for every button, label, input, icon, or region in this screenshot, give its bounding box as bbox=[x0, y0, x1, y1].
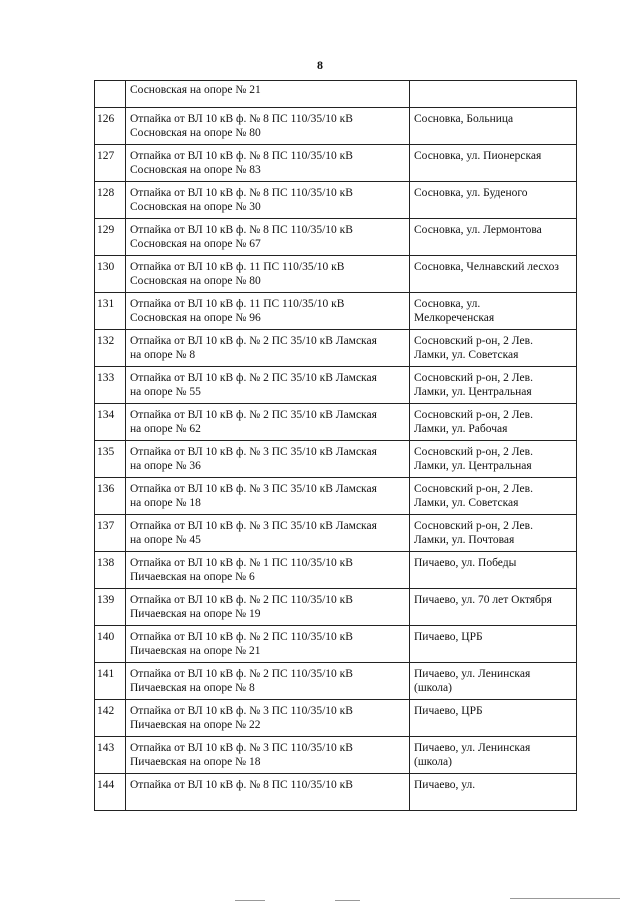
location-cell bbox=[410, 589, 577, 626]
row-number: 135 bbox=[95, 441, 126, 478]
row-number bbox=[95, 81, 126, 108]
object-description-line: на опоре № 18 bbox=[130, 497, 201, 509]
object-description-line: Сосновская на опоре № 30 bbox=[130, 201, 261, 213]
object-description-line: Отпайка от ВЛ 10 кВ ф. № 8 ПС 110/35/10 кВ bbox=[130, 113, 353, 125]
object-description-line: Отпайка от ВЛ 10 кВ ф. № 8 ПС 110/35/10 кВ bbox=[130, 187, 353, 199]
table-row bbox=[95, 737, 577, 774]
object-description-line: на опоре № 36 bbox=[130, 460, 201, 472]
object-description-line: Отпайка от ВЛ 10 кВ ф. № 8 ПС 110/35/10 кВ bbox=[130, 150, 353, 162]
location-line: Сосновка, Больница bbox=[414, 113, 514, 125]
location-cell bbox=[410, 182, 577, 219]
row-number: 144 bbox=[95, 774, 126, 811]
location-cell bbox=[410, 330, 577, 367]
row-number: 138 bbox=[95, 552, 126, 589]
page-number: 8 bbox=[317, 58, 323, 72]
document-table bbox=[94, 80, 577, 811]
row-number: 142 bbox=[95, 700, 126, 737]
object-description-line: на опоре № 45 bbox=[130, 534, 201, 546]
object-description-line: Пичаевская на опоре № 6 bbox=[130, 571, 255, 583]
object-description-line: Сосновская на опоре № 21 bbox=[130, 84, 261, 96]
location-line: (школа) bbox=[414, 756, 452, 768]
table-row bbox=[95, 589, 577, 626]
location-line: Пичаево, ЦРБ bbox=[414, 705, 483, 717]
object-description-cell bbox=[126, 145, 410, 182]
location-cell bbox=[410, 478, 577, 515]
table-row bbox=[95, 626, 577, 663]
table-body bbox=[95, 81, 577, 811]
row-number: 133 bbox=[95, 367, 126, 404]
object-description-cell bbox=[126, 774, 410, 811]
object-description-line: Отпайка от ВЛ 10 кВ ф. № 2 ПС 110/35/10 кВ bbox=[130, 594, 353, 606]
object-description-line: Сосновская на опоре № 83 bbox=[130, 164, 261, 176]
row-number: 131 bbox=[95, 293, 126, 330]
object-description-line: Отпайка от ВЛ 10 кВ ф. № 3 ПС 35/10 кВ Ламская bbox=[130, 446, 377, 458]
row-number: 127 bbox=[95, 145, 126, 182]
location-line: Пичаево, ул. 70 лет Октября bbox=[414, 594, 552, 606]
location-line: Ламки, ул. Советская bbox=[414, 349, 519, 361]
table-row bbox=[95, 552, 577, 589]
location-line: Сосновка, ул. Лермонтова bbox=[414, 224, 542, 236]
object-description-line: Отпайка от ВЛ 10 кВ ф. № 8 ПС 110/35/10 кВ bbox=[130, 779, 353, 791]
row-number: 137 bbox=[95, 515, 126, 552]
location-cell bbox=[410, 626, 577, 663]
location-cell bbox=[410, 515, 577, 552]
object-description-line: Отпайка от ВЛ 10 кВ ф. № 2 ПС 35/10 кВ Ламская bbox=[130, 372, 377, 384]
row-number: 126 bbox=[95, 108, 126, 145]
location-line: Сосновка, ул. Пионерская bbox=[414, 150, 542, 162]
location-cell bbox=[410, 256, 577, 293]
location-cell bbox=[410, 700, 577, 737]
location-line: Ламки, ул. Центральная bbox=[414, 460, 532, 472]
object-description-line: Отпайка от ВЛ 10 кВ ф. № 3 ПС 35/10 кВ Ламская bbox=[130, 520, 377, 532]
table-row bbox=[95, 441, 577, 478]
row-number: 134 bbox=[95, 404, 126, 441]
location-cell bbox=[410, 737, 577, 774]
object-description-line: Пичаевская на опоре № 21 bbox=[130, 645, 261, 657]
object-description-cell bbox=[126, 441, 410, 478]
location-line: Пичаево, ул. Ленинская bbox=[414, 742, 531, 754]
table-row bbox=[95, 219, 577, 256]
location-cell bbox=[410, 145, 577, 182]
table-row bbox=[95, 515, 577, 552]
location-cell bbox=[410, 108, 577, 145]
location-cell bbox=[410, 293, 577, 330]
location-line: Ламки, ул. Рабочая bbox=[414, 423, 508, 435]
location-line: (школа) bbox=[414, 682, 452, 694]
object-description-line: Сосновская на опоре № 80 bbox=[130, 127, 261, 139]
location-cell bbox=[410, 441, 577, 478]
location-line: Пичаево, ЦРБ bbox=[414, 631, 483, 643]
table-row bbox=[95, 663, 577, 700]
scan-artifact bbox=[510, 898, 620, 899]
table-row bbox=[95, 182, 577, 219]
location-line: Пичаево, ул. Победы bbox=[414, 557, 517, 569]
table-row bbox=[95, 145, 577, 182]
table-row bbox=[95, 330, 577, 367]
object-description-line: Отпайка от ВЛ 10 кВ ф. 11 ПС 110/35/10 кВ bbox=[130, 298, 345, 310]
object-description-cell bbox=[126, 367, 410, 404]
object-description-cell bbox=[126, 626, 410, 663]
location-line: Сосновский р-он, 2 Лев. bbox=[414, 483, 533, 495]
location-cell bbox=[410, 552, 577, 589]
object-description-cell bbox=[126, 330, 410, 367]
object-description-line: Отпайка от ВЛ 10 кВ ф. № 3 ПС 35/10 кВ Ламская bbox=[130, 483, 377, 495]
object-description-line: Отпайка от ВЛ 10 кВ ф. 11 ПС 110/35/10 кВ bbox=[130, 261, 345, 273]
object-description-line: на опоре № 55 bbox=[130, 386, 201, 398]
location-line: Сосновка, ул. Буденого bbox=[414, 187, 528, 199]
object-description-line: Пичаевская на опоре № 19 bbox=[130, 608, 261, 620]
location-line: Мелкореченская bbox=[414, 312, 495, 324]
table-row bbox=[95, 700, 577, 737]
table-row bbox=[95, 108, 577, 145]
location-line: Сосновский р-он, 2 Лев. bbox=[414, 372, 533, 384]
object-description-line: на опоре № 62 bbox=[130, 423, 201, 435]
object-description-line: Отпайка от ВЛ 10 кВ ф. № 2 ПС 35/10 кВ Ламская bbox=[130, 335, 377, 347]
row-number: 136 bbox=[95, 478, 126, 515]
object-description-line: Отпайка от ВЛ 10 кВ ф. № 3 ПС 110/35/10 кВ bbox=[130, 742, 353, 754]
object-description-line: Пичаевская на опоре № 22 bbox=[130, 719, 261, 731]
table-row bbox=[95, 478, 577, 515]
location-line: Ламки, ул. Советская bbox=[414, 497, 519, 509]
object-description-cell bbox=[126, 108, 410, 145]
scan-artifact bbox=[335, 900, 360, 901]
location-line: Сосновка, ул. bbox=[414, 298, 481, 310]
object-description-cell bbox=[126, 515, 410, 552]
object-description-cell bbox=[126, 81, 410, 108]
location-cell bbox=[410, 219, 577, 256]
object-description-line: Отпайка от ВЛ 10 кВ ф. № 8 ПС 110/35/10 кВ bbox=[130, 224, 353, 236]
location-cell bbox=[410, 81, 577, 108]
object-description-line: Сосновская на опоре № 67 bbox=[130, 238, 261, 250]
row-number: 141 bbox=[95, 663, 126, 700]
row-number: 132 bbox=[95, 330, 126, 367]
table-row bbox=[95, 81, 577, 108]
location-line: Пичаево, ул. Ленинская bbox=[414, 668, 531, 680]
object-description-line: Пичаевская на опоре № 8 bbox=[130, 682, 255, 694]
object-description-cell bbox=[126, 478, 410, 515]
object-description-cell bbox=[126, 404, 410, 441]
location-line: Сосновка, Челнавский лесхоз bbox=[414, 261, 559, 273]
object-description-cell bbox=[126, 737, 410, 774]
object-description-cell bbox=[126, 589, 410, 626]
object-description-cell bbox=[126, 700, 410, 737]
location-line: Сосновский р-он, 2 Лев. bbox=[414, 335, 533, 347]
object-description-cell bbox=[126, 552, 410, 589]
location-line: Пичаево, ул. bbox=[414, 779, 476, 791]
object-description-line: Пичаевская на опоре № 18 bbox=[130, 756, 261, 768]
location-cell bbox=[410, 367, 577, 404]
table-row bbox=[95, 404, 577, 441]
table-row bbox=[95, 774, 577, 811]
object-description-line: Сосновская на опоре № 96 bbox=[130, 312, 261, 324]
location-line: Сосновский р-он, 2 Лев. bbox=[414, 446, 533, 458]
object-description-line: Отпайка от ВЛ 10 кВ ф. № 2 ПС 110/35/10 кВ bbox=[130, 631, 353, 643]
location-cell bbox=[410, 774, 577, 811]
location-line: Ламки, ул. Почтовая bbox=[414, 534, 515, 546]
location-line: Сосновский р-он, 2 Лев. bbox=[414, 520, 533, 532]
row-number: 128 bbox=[95, 182, 126, 219]
object-description-line: Сосновская на опоре № 80 bbox=[130, 275, 261, 287]
row-number: 129 bbox=[95, 219, 126, 256]
object-description-cell bbox=[126, 219, 410, 256]
table-row bbox=[95, 256, 577, 293]
object-description-cell bbox=[126, 182, 410, 219]
scan-artifact bbox=[235, 900, 265, 901]
object-description-line: Отпайка от ВЛ 10 кВ ф. № 3 ПС 110/35/10 кВ bbox=[130, 705, 353, 717]
object-description-cell bbox=[126, 256, 410, 293]
object-description-line: Отпайка от ВЛ 10 кВ ф. № 2 ПС 110/35/10 кВ bbox=[130, 668, 353, 680]
table-row bbox=[95, 293, 577, 330]
location-line: Ламки, ул. Центральная bbox=[414, 386, 532, 398]
object-description-cell bbox=[126, 663, 410, 700]
object-description-line: на опоре № 8 bbox=[130, 349, 196, 361]
row-number: 140 bbox=[95, 626, 126, 663]
location-cell bbox=[410, 404, 577, 441]
row-number: 139 bbox=[95, 589, 126, 626]
location-line: Сосновский р-он, 2 Лев. bbox=[414, 409, 533, 421]
row-number: 130 bbox=[95, 256, 126, 293]
table-row bbox=[95, 367, 577, 404]
location-cell bbox=[410, 663, 577, 700]
row-number: 143 bbox=[95, 737, 126, 774]
object-description-line: Отпайка от ВЛ 10 кВ ф. № 1 ПС 110/35/10 кВ bbox=[130, 557, 353, 569]
object-description-line: Отпайка от ВЛ 10 кВ ф. № 2 ПС 35/10 кВ Ламская bbox=[130, 409, 377, 421]
object-description-cell bbox=[126, 293, 410, 330]
